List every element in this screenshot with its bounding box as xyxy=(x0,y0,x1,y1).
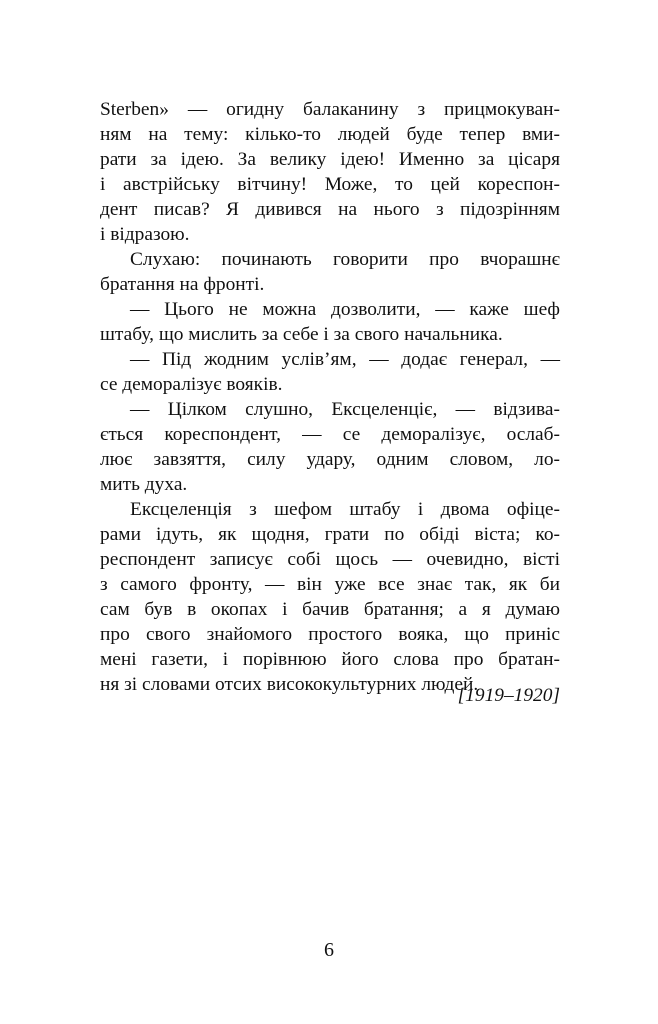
text-line: се деморалізує вояків. xyxy=(100,374,283,395)
text-line: лює завзяття, силу удару, одним словом, ло- xyxy=(100,449,560,470)
text-line: і австрійську вітчину! Може, то цей кореспон- xyxy=(100,174,560,195)
page-number: 6 xyxy=(324,939,334,961)
text-line: сам був в окопах і бачив братання; а я думаю xyxy=(100,599,560,620)
text-line: ється кореспондент, — се деморалізує, ослаб- xyxy=(100,424,560,445)
text-line: ня зі словами отсих висококультурних людей. xyxy=(100,674,479,695)
text-line: мені газети, і порівнюю його слова про братан- xyxy=(100,649,560,670)
text-line: про свого знайомого простого вояка, що приніс xyxy=(100,624,560,645)
date-signature: [1919–1920] xyxy=(457,685,560,706)
text-line: з самого фронту, — він уже все знає так, як би xyxy=(100,574,560,595)
text-line: — Цілком слушно, Ексцеленціє, — відзива- xyxy=(130,399,560,420)
text-line: Ексцеленція з шефом штабу і двома офіце- xyxy=(130,499,560,520)
text-line: рами ідуть, як щодня, грати по обіді віста; ко- xyxy=(100,524,560,545)
text-line: — Під жодним услів’ям, — додає генерал, — xyxy=(130,349,560,370)
text-line: мить духа. xyxy=(100,474,188,495)
text-line: штабу, що мислить за себе і за свого начальника. xyxy=(100,324,503,345)
text-line: ням на тему: кілько-то людей буде тепер вми- xyxy=(100,124,560,145)
text-line: Слухаю: починають говорити про вчорашнє xyxy=(130,249,560,270)
text-line: братання на фронті. xyxy=(100,274,265,295)
text-line: і відразою. xyxy=(100,224,190,245)
text-line: рати за ідею. За велику ідею! Именно за цісаря xyxy=(100,149,560,170)
text-line: Sterben» — огидну балаканину з прицмокуван- xyxy=(100,99,560,120)
body-text xyxy=(100,97,560,697)
text-line: дент писав? Я дивився на нього з підозрінням xyxy=(100,199,560,220)
text-line: — Цього не можна дозволити, — каже шеф xyxy=(130,299,560,320)
text-line: респондент записує собі щось — очевидно, вісті xyxy=(100,549,560,570)
